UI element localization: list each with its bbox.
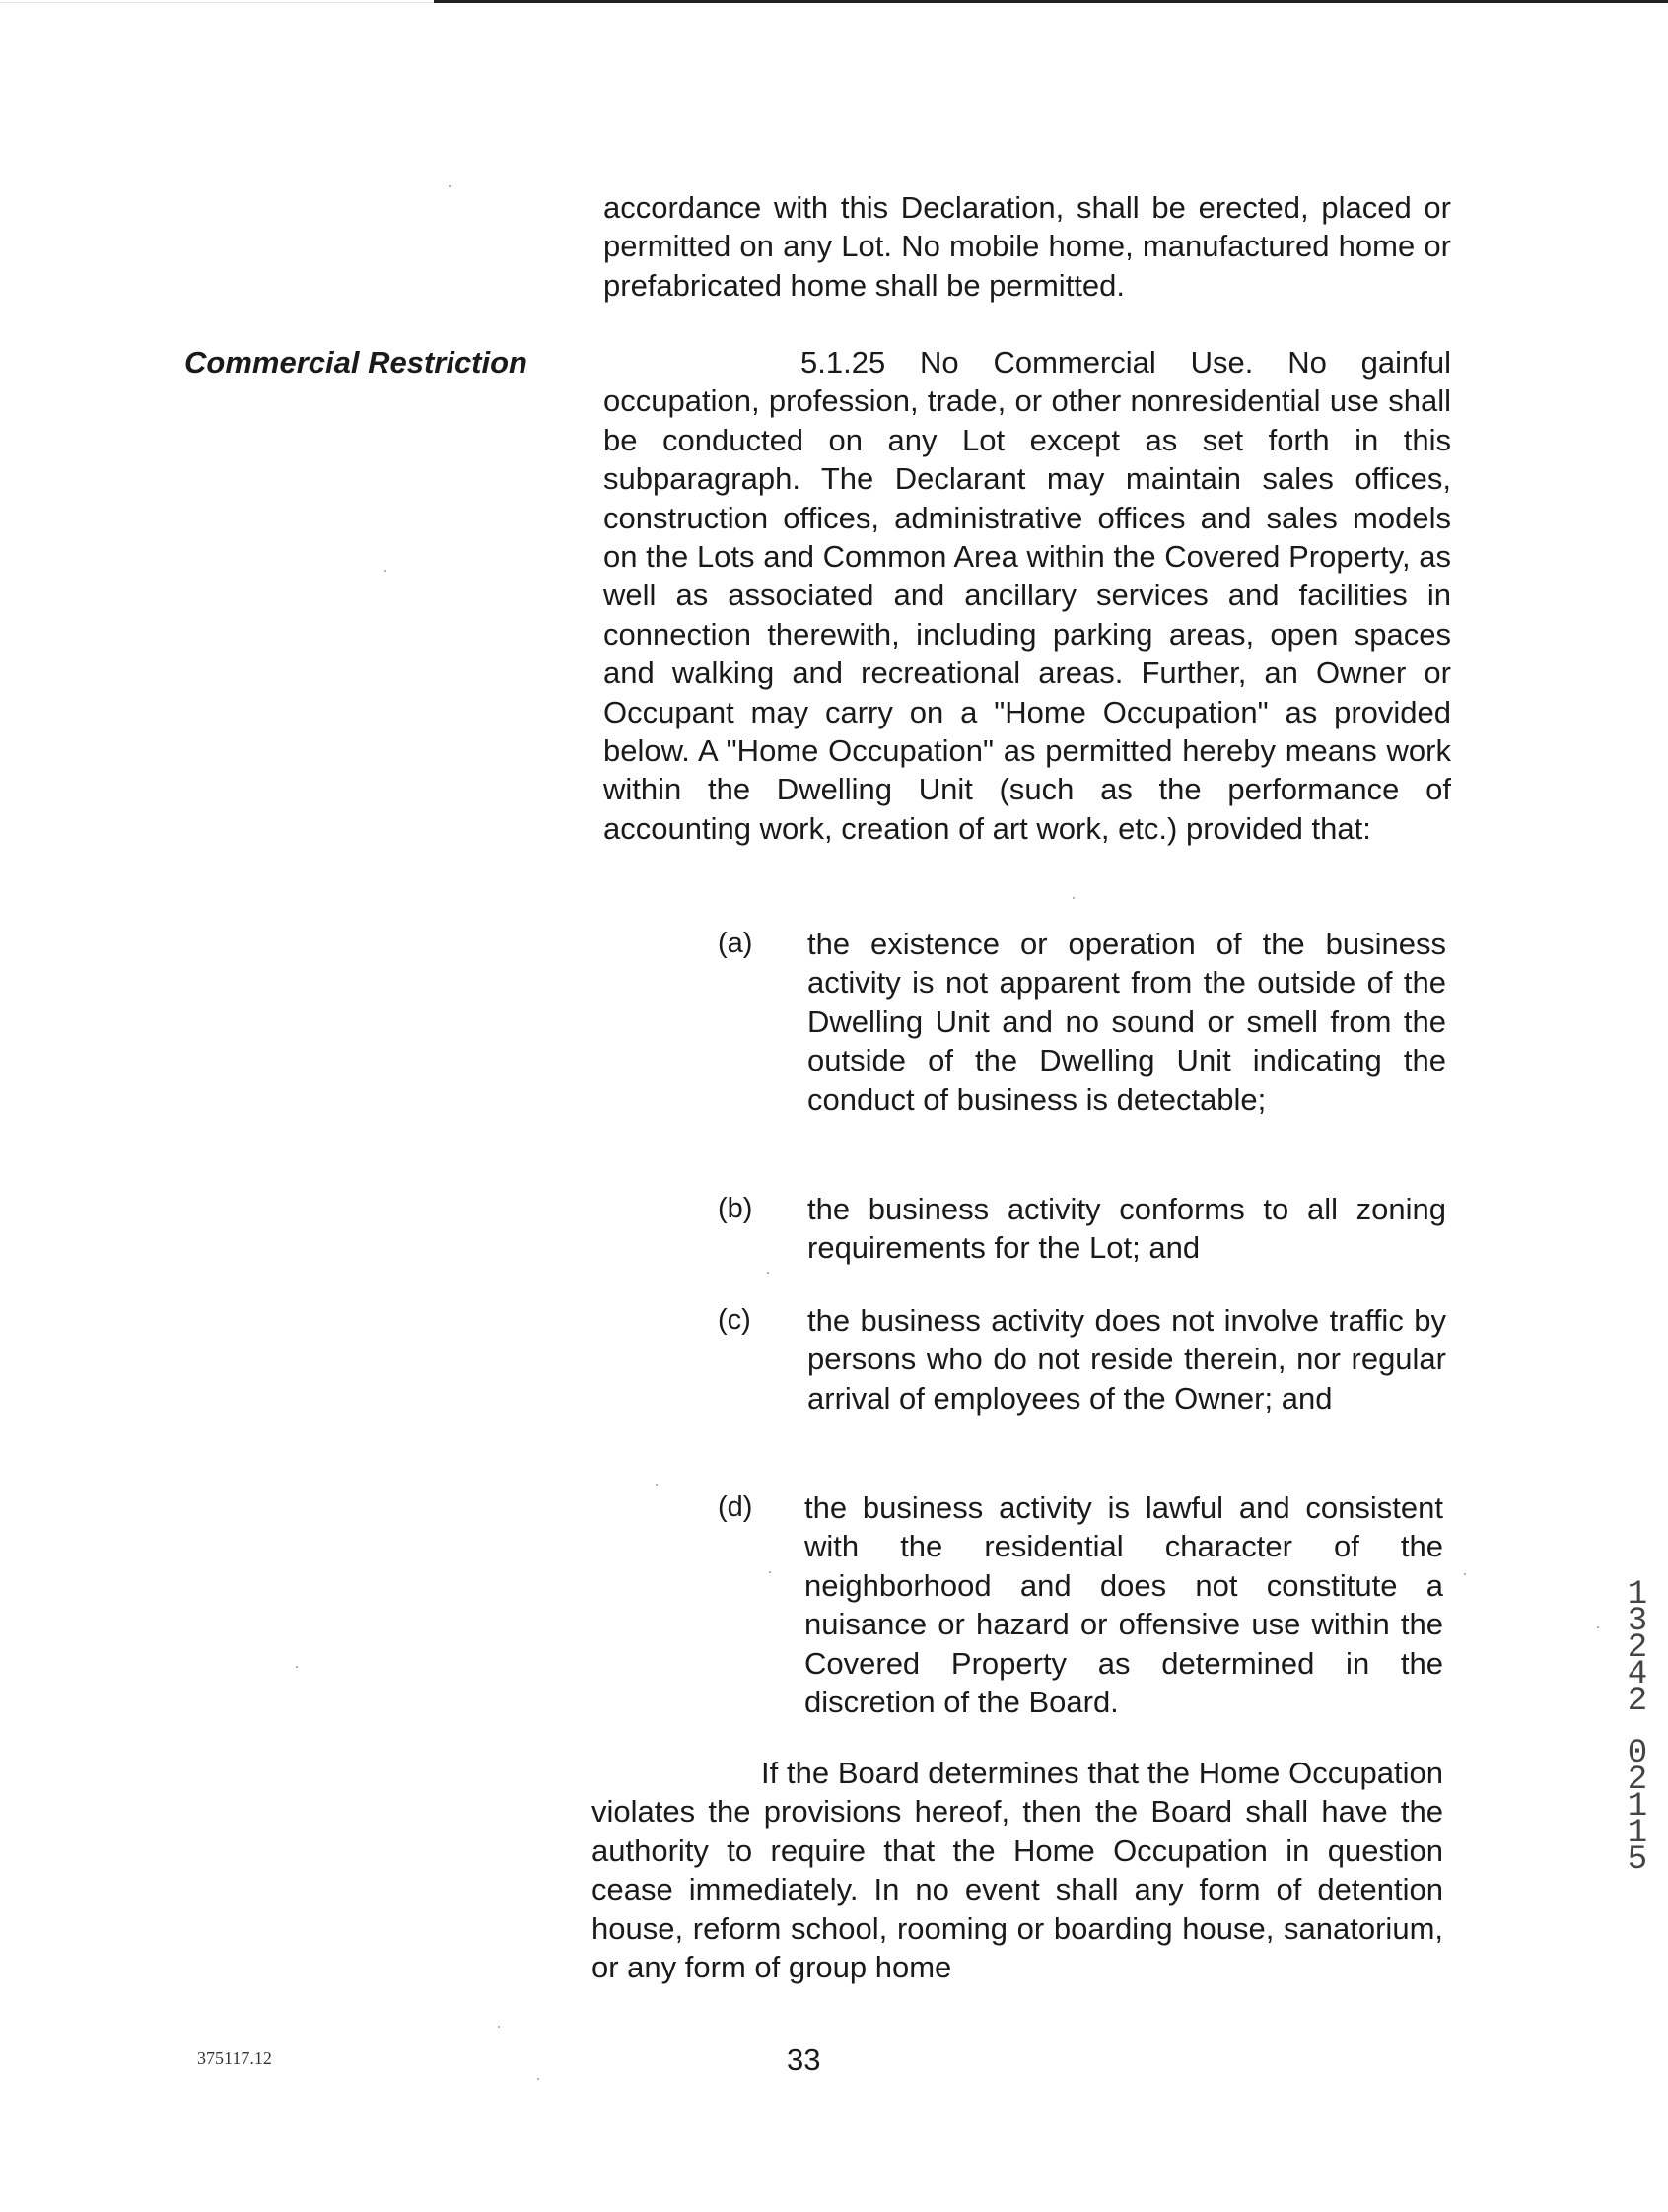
list-item-text: the business activity conforms to all zoning requirements for the Lot; and xyxy=(807,1192,1446,1266)
list-item-text: the business activity does not involve traffic by persons who do not reside therein, nor regular arrival of employees of the Owner; and xyxy=(807,1303,1446,1416)
stamp-digit: 1 xyxy=(1627,1788,1648,1826)
stamp-digit: 2 xyxy=(1627,1629,1648,1667)
stamp-digit: 1 xyxy=(1627,1815,1648,1852)
list-item-label: (d) xyxy=(718,1491,753,1523)
stamp-digit: 5 xyxy=(1627,1841,1648,1879)
scan-speck xyxy=(498,2026,500,2028)
scan-speck xyxy=(1597,1626,1599,1628)
list-item-text: the existence or operation of the business activity is not apparent from the outside of the Dwelling Unit and no sound or smell from the outside of the Dwelling Unit indicating the conduct of business is detectable; xyxy=(807,927,1446,1117)
stamp-digit: 2 xyxy=(1627,1683,1648,1720)
scan-speck xyxy=(1073,897,1075,899)
continuation-paragraph: accordance with this Declaration, shall be erected, placed or permitted on any Lot. No mobile home, manufactured home or prefabricated home shall be permitted. xyxy=(603,190,1451,303)
list-item-label: (a) xyxy=(718,928,753,959)
scan-speck xyxy=(1464,1573,1466,1575)
scan-speck xyxy=(449,185,451,187)
scan-speck xyxy=(296,1666,298,1668)
scan-speck xyxy=(656,1484,658,1486)
top-border-line xyxy=(434,0,1668,3)
margin-heading: Commercial Restriction xyxy=(184,345,527,380)
section-paragraph: 5.1.25 No Commercial Use. No gainful occupation, profession, trade, or other nonresidential use shall be conducted on any Lot except as set forth in this subparagraph. The Declarant may maintain sales offices, construction offices, administrative offices and sales models on the Lots and Common Area within the Covered Property, as well as associated and ancillary services and facilities in connection therewith, including parking areas, open spaces and walking and recreational areas. Further, an Owner or Occupant may carry on a "Home Occupation" as provided below. A "Home Occupation" as permitted hereby means work within the Dwelling Unit (such as the performance of accounting work, creation of art work, etc.) provided that: xyxy=(603,345,1451,846)
scan-edge-faint xyxy=(0,2,434,3)
stamp-digit: 1 xyxy=(1627,1576,1648,1614)
stamp-digit: 4 xyxy=(1627,1656,1648,1694)
scan-speck xyxy=(767,1272,769,1274)
stamp-digit: 2 xyxy=(1627,1762,1648,1799)
scan-speck xyxy=(769,1571,771,1573)
scan-speck xyxy=(537,2078,539,2080)
stamp-digit: 0 xyxy=(1627,1735,1648,1772)
page-number: 33 xyxy=(787,2042,821,2077)
scan-speck xyxy=(384,570,386,572)
stamp-digit: 3 xyxy=(1627,1603,1648,1640)
recording-stamp xyxy=(1615,1576,1660,1879)
list-item-label: (b) xyxy=(718,1193,753,1224)
document-number: 375117.12 xyxy=(197,2048,272,2068)
list-item-label: (c) xyxy=(718,1304,751,1336)
closing-paragraph: If the Board determines that the Home Occupation violates the provisions hereof, then the Board shall have the authority to require that the Home Occupation in question cease immediately. In no event shall any form of detention house, reform school, rooming or boarding house, sanatorium, or any form of group home xyxy=(591,1756,1443,1985)
list-item-text: the business activity is lawful and consistent with the residential character of the neighborhood and does not constitute a nuisance or hazard or offensive use within the Covered Property as determined in the discretion of the Board. xyxy=(804,1490,1443,1720)
